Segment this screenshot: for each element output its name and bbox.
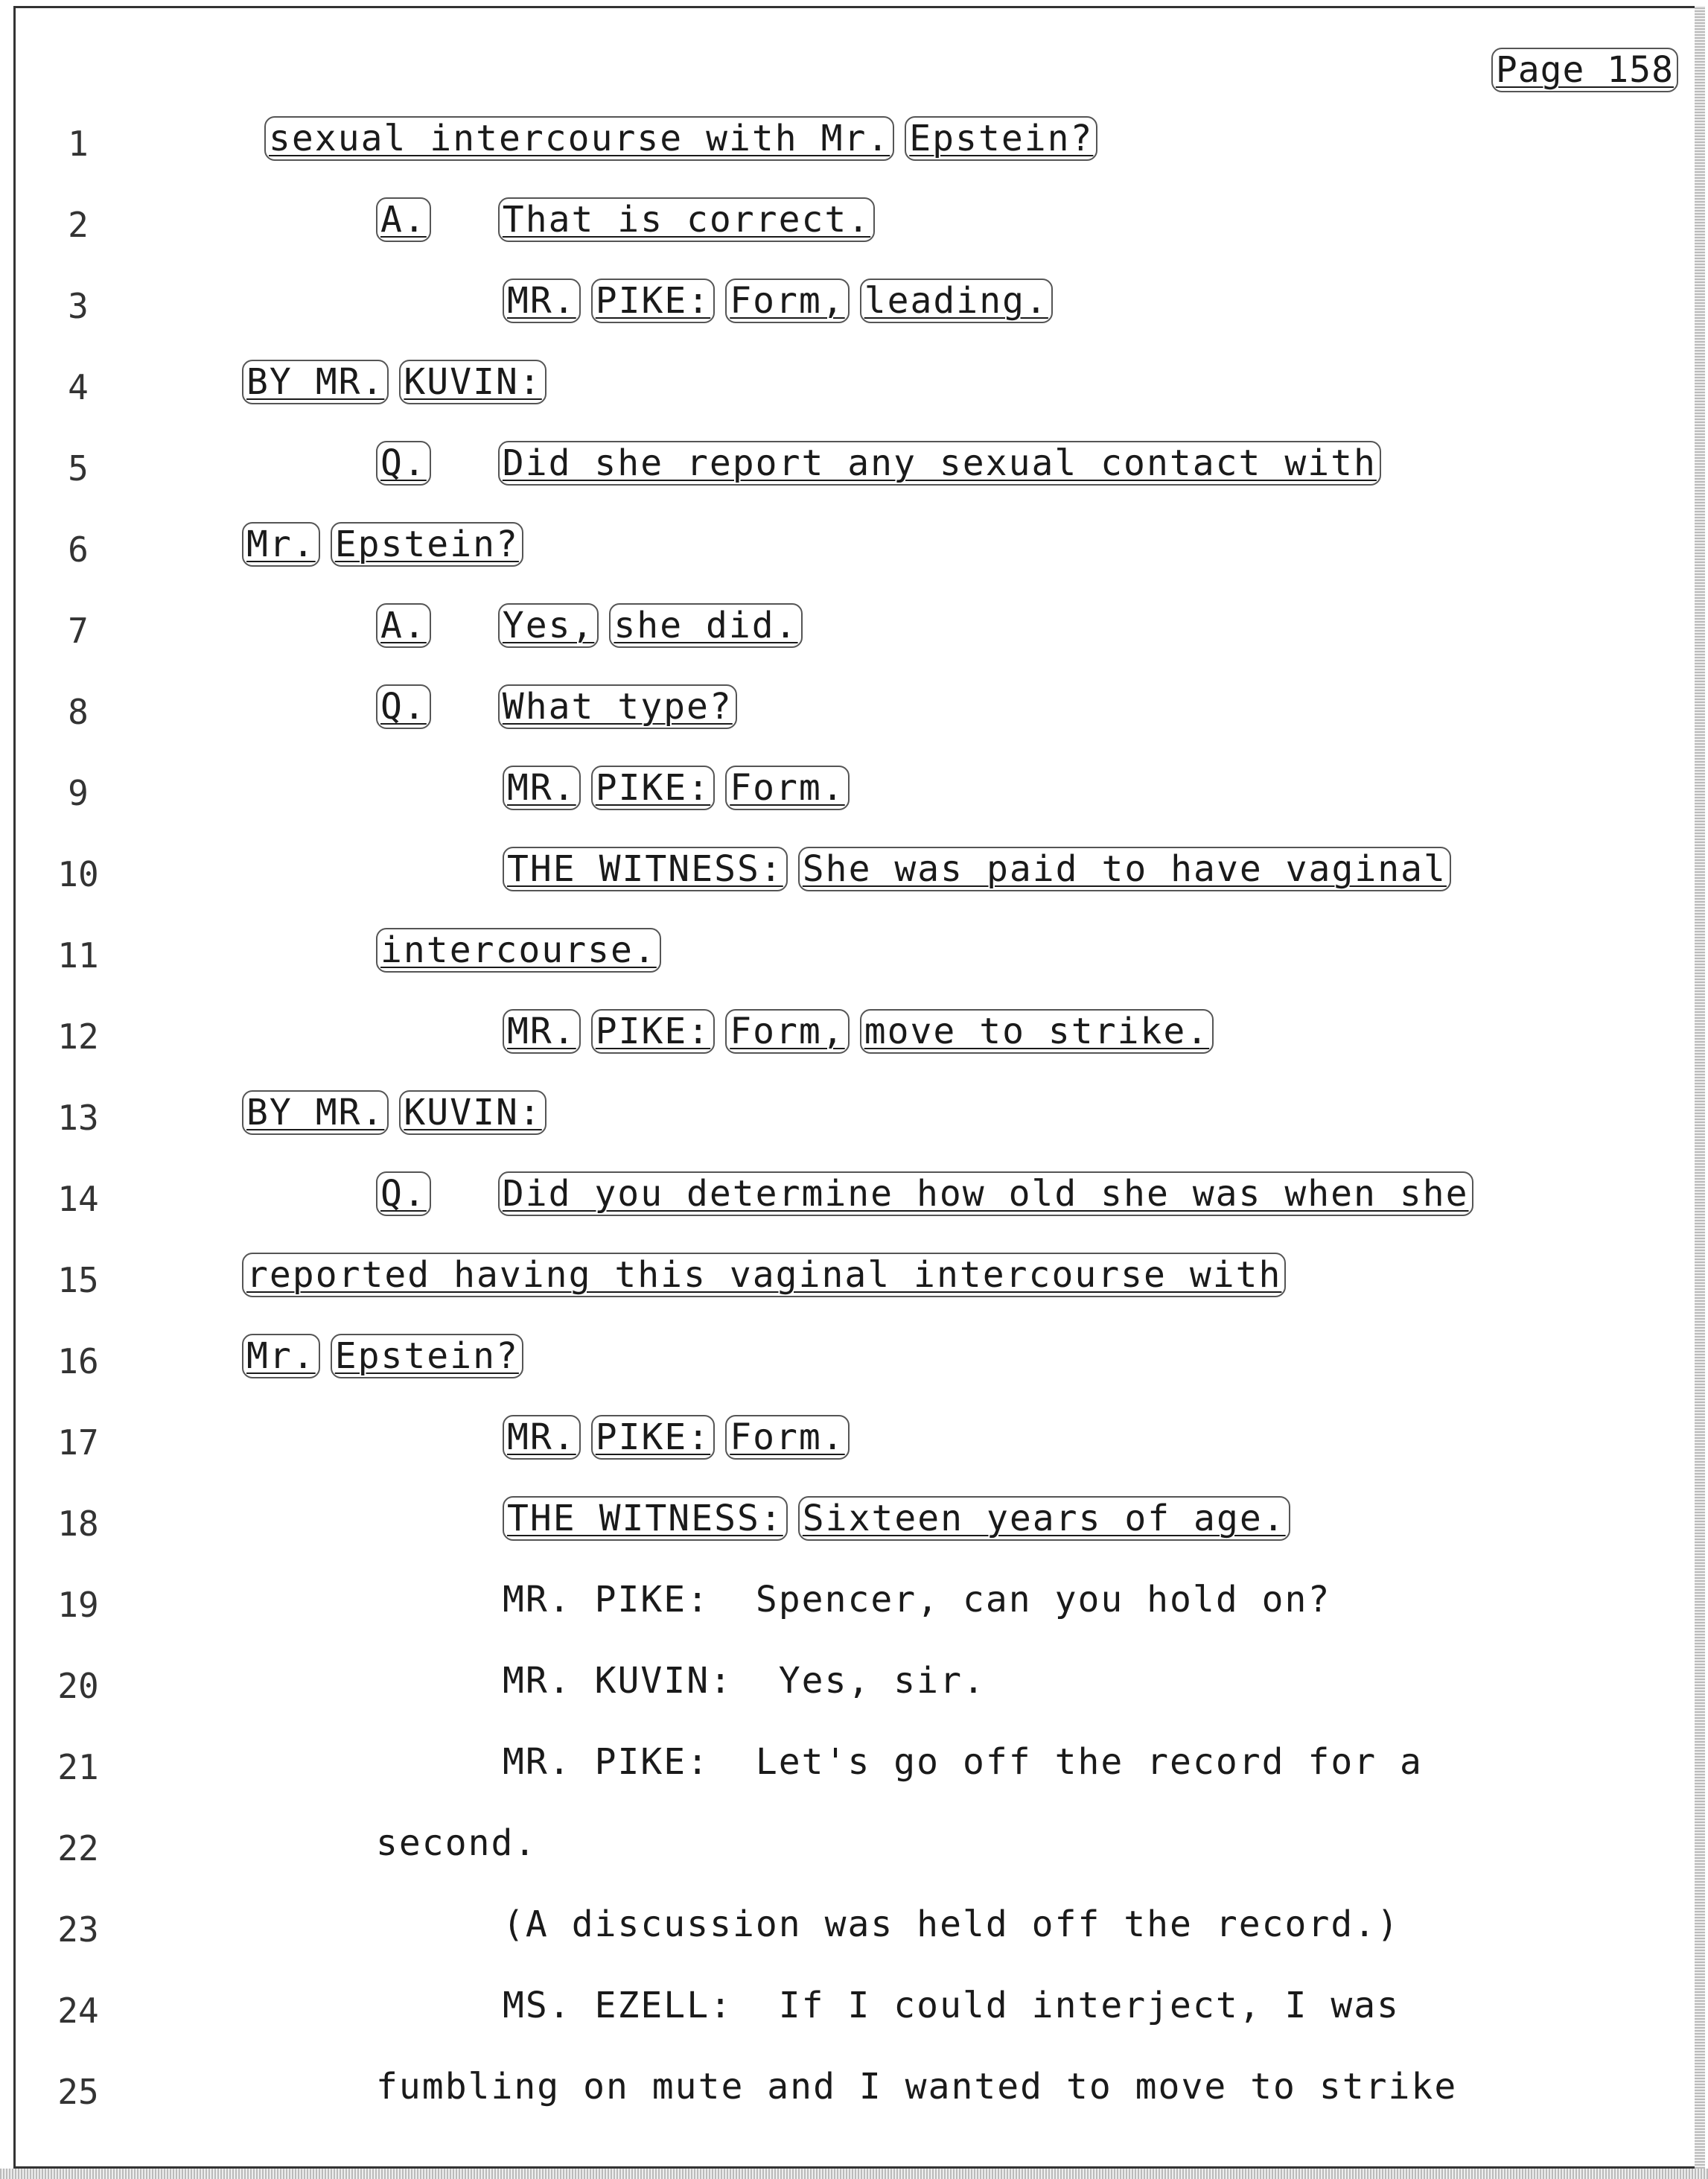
line-number: 23 — [57, 1909, 99, 1950]
line-segment: Q. — [376, 441, 431, 486]
line-segment: Epstein? — [905, 116, 1097, 161]
line-number: 8 — [68, 692, 89, 732]
line-segment: she did. — [609, 603, 802, 648]
line-segment: fumbling on mute and I wanted to move to strike — [376, 2066, 1458, 2108]
line-segment: Sixteen years of age. — [798, 1496, 1290, 1541]
line-segment: (A discussion was held off the record.) — [503, 1903, 1401, 1945]
transcript-line — [376, 686, 748, 728]
scan-edge-right — [1695, 6, 1705, 2169]
line-segment: MR. KUVIN: Yes, sir. — [503, 1660, 986, 1702]
transcript-line — [503, 1741, 1423, 1783]
transcript-line — [376, 442, 1392, 484]
line-segment: THE WITNESS: — [503, 1496, 788, 1541]
line-number: 17 — [57, 1422, 99, 1463]
line-segment: reported having this vaginal intercourse with — [242, 1253, 1286, 1297]
line-segment: move to strike. — [860, 1009, 1214, 1054]
transcript-line — [503, 1660, 986, 1702]
transcript-line — [503, 1416, 860, 1458]
line-number: 2 — [68, 205, 89, 245]
transcript-line — [503, 848, 1462, 890]
line-segment: MR. PIKE: Let's go off the record for a — [503, 1741, 1423, 1783]
line-segment: KUVIN: — [399, 1090, 546, 1135]
line-number: 13 — [57, 1098, 99, 1138]
line-number: 4 — [68, 367, 89, 407]
line-segment: Did you determine how old she was when she — [498, 1171, 1473, 1216]
line-segment: PIKE: — [591, 1009, 716, 1054]
transcript-line — [376, 605, 813, 646]
line-segment: sexual intercourse with Mr. — [264, 116, 894, 161]
line-segment: MR. — [503, 766, 581, 810]
line-segment: BY MR. — [242, 360, 389, 404]
line-segment: MR. — [503, 1009, 581, 1054]
transcript-line — [503, 1011, 1224, 1052]
transcript-line — [242, 361, 557, 403]
line-segment: Yes, — [498, 603, 599, 648]
transcript-line — [376, 1173, 1484, 1215]
line-number: 3 — [68, 286, 89, 326]
line-number: 22 — [57, 1828, 99, 1868]
line-segment: MS. EZELL: If I could interject, I was — [503, 1985, 1401, 2026]
line-segment: That is correct. — [498, 197, 875, 242]
line-segment: Mr. — [242, 1334, 320, 1378]
line-segment: MR. PIKE: Spencer, can you hold on? — [503, 1579, 1331, 1620]
line-segment: She was paid to have vaginal — [798, 847, 1451, 891]
line-number: 18 — [57, 1504, 99, 1544]
line-segment: Did she report any sexual contact with — [498, 441, 1381, 486]
line-number: 24 — [57, 1991, 99, 2031]
line-number: 9 — [68, 773, 89, 813]
line-number: 15 — [57, 1260, 99, 1300]
page-number-label: Page 158 — [1491, 48, 1678, 92]
transcript-line — [376, 2066, 1457, 2108]
line-number: 7 — [68, 611, 89, 651]
line-segment: Epstein? — [331, 1334, 523, 1378]
line-segment: Form, — [725, 1009, 850, 1054]
line-segment: Form. — [725, 766, 850, 810]
transcript-line — [264, 118, 1108, 159]
transcript-line — [503, 1498, 1301, 1539]
line-segment: Epstein? — [331, 522, 523, 567]
line-segment: PIKE: — [591, 1415, 716, 1460]
transcript-line — [242, 524, 534, 565]
transcript-line — [503, 280, 1063, 322]
line-segment: PIKE: — [591, 279, 716, 323]
line-number: 10 — [57, 854, 99, 894]
line-number: 12 — [57, 1017, 99, 1057]
line-segment: Mr. — [242, 522, 320, 567]
line-segment: Q. — [376, 1171, 431, 1216]
transcript-line — [503, 767, 860, 809]
line-segment: leading. — [860, 279, 1053, 323]
line-number: 19 — [57, 1585, 99, 1625]
transcript-line — [503, 1903, 1400, 1945]
line-number: 1 — [68, 124, 89, 164]
scan-edge-bottom — [0, 2169, 1708, 2179]
line-number: 16 — [57, 1341, 99, 1381]
line-segment: A. — [376, 197, 431, 242]
line-segment: Form, — [725, 279, 850, 323]
line-segment: second. — [376, 1822, 538, 1864]
page-number — [1491, 49, 1678, 91]
line-number: 14 — [57, 1179, 99, 1219]
line-number: 11 — [57, 935, 99, 976]
transcript-page — [13, 6, 1704, 2169]
transcript-line — [503, 1579, 1331, 1620]
line-number: 20 — [57, 1666, 99, 1706]
line-number: 5 — [68, 448, 89, 489]
transcript-line — [376, 199, 885, 241]
transcript-line — [376, 1822, 537, 1864]
line-segment: Q. — [376, 684, 431, 729]
line-segment: BY MR. — [242, 1090, 389, 1135]
transcript-line — [242, 1092, 557, 1133]
line-segment: THE WITNESS: — [503, 847, 788, 891]
transcript-line — [503, 1985, 1400, 2026]
line-segment: KUVIN: — [399, 360, 546, 404]
line-segment: MR. — [503, 1415, 581, 1460]
transcript-line — [242, 1254, 1296, 1296]
line-number: 21 — [57, 1747, 99, 1787]
line-segment: Form. — [725, 1415, 850, 1460]
line-segment: PIKE: — [591, 766, 716, 810]
transcript-line — [376, 929, 672, 971]
line-segment: A. — [376, 603, 431, 648]
line-segment: What type? — [498, 684, 737, 729]
line-segment: intercourse. — [376, 928, 661, 973]
line-number: 25 — [57, 2072, 99, 2112]
transcript-line — [242, 1335, 534, 1377]
line-number: 6 — [68, 529, 89, 570]
line-segment: MR. — [503, 279, 581, 323]
